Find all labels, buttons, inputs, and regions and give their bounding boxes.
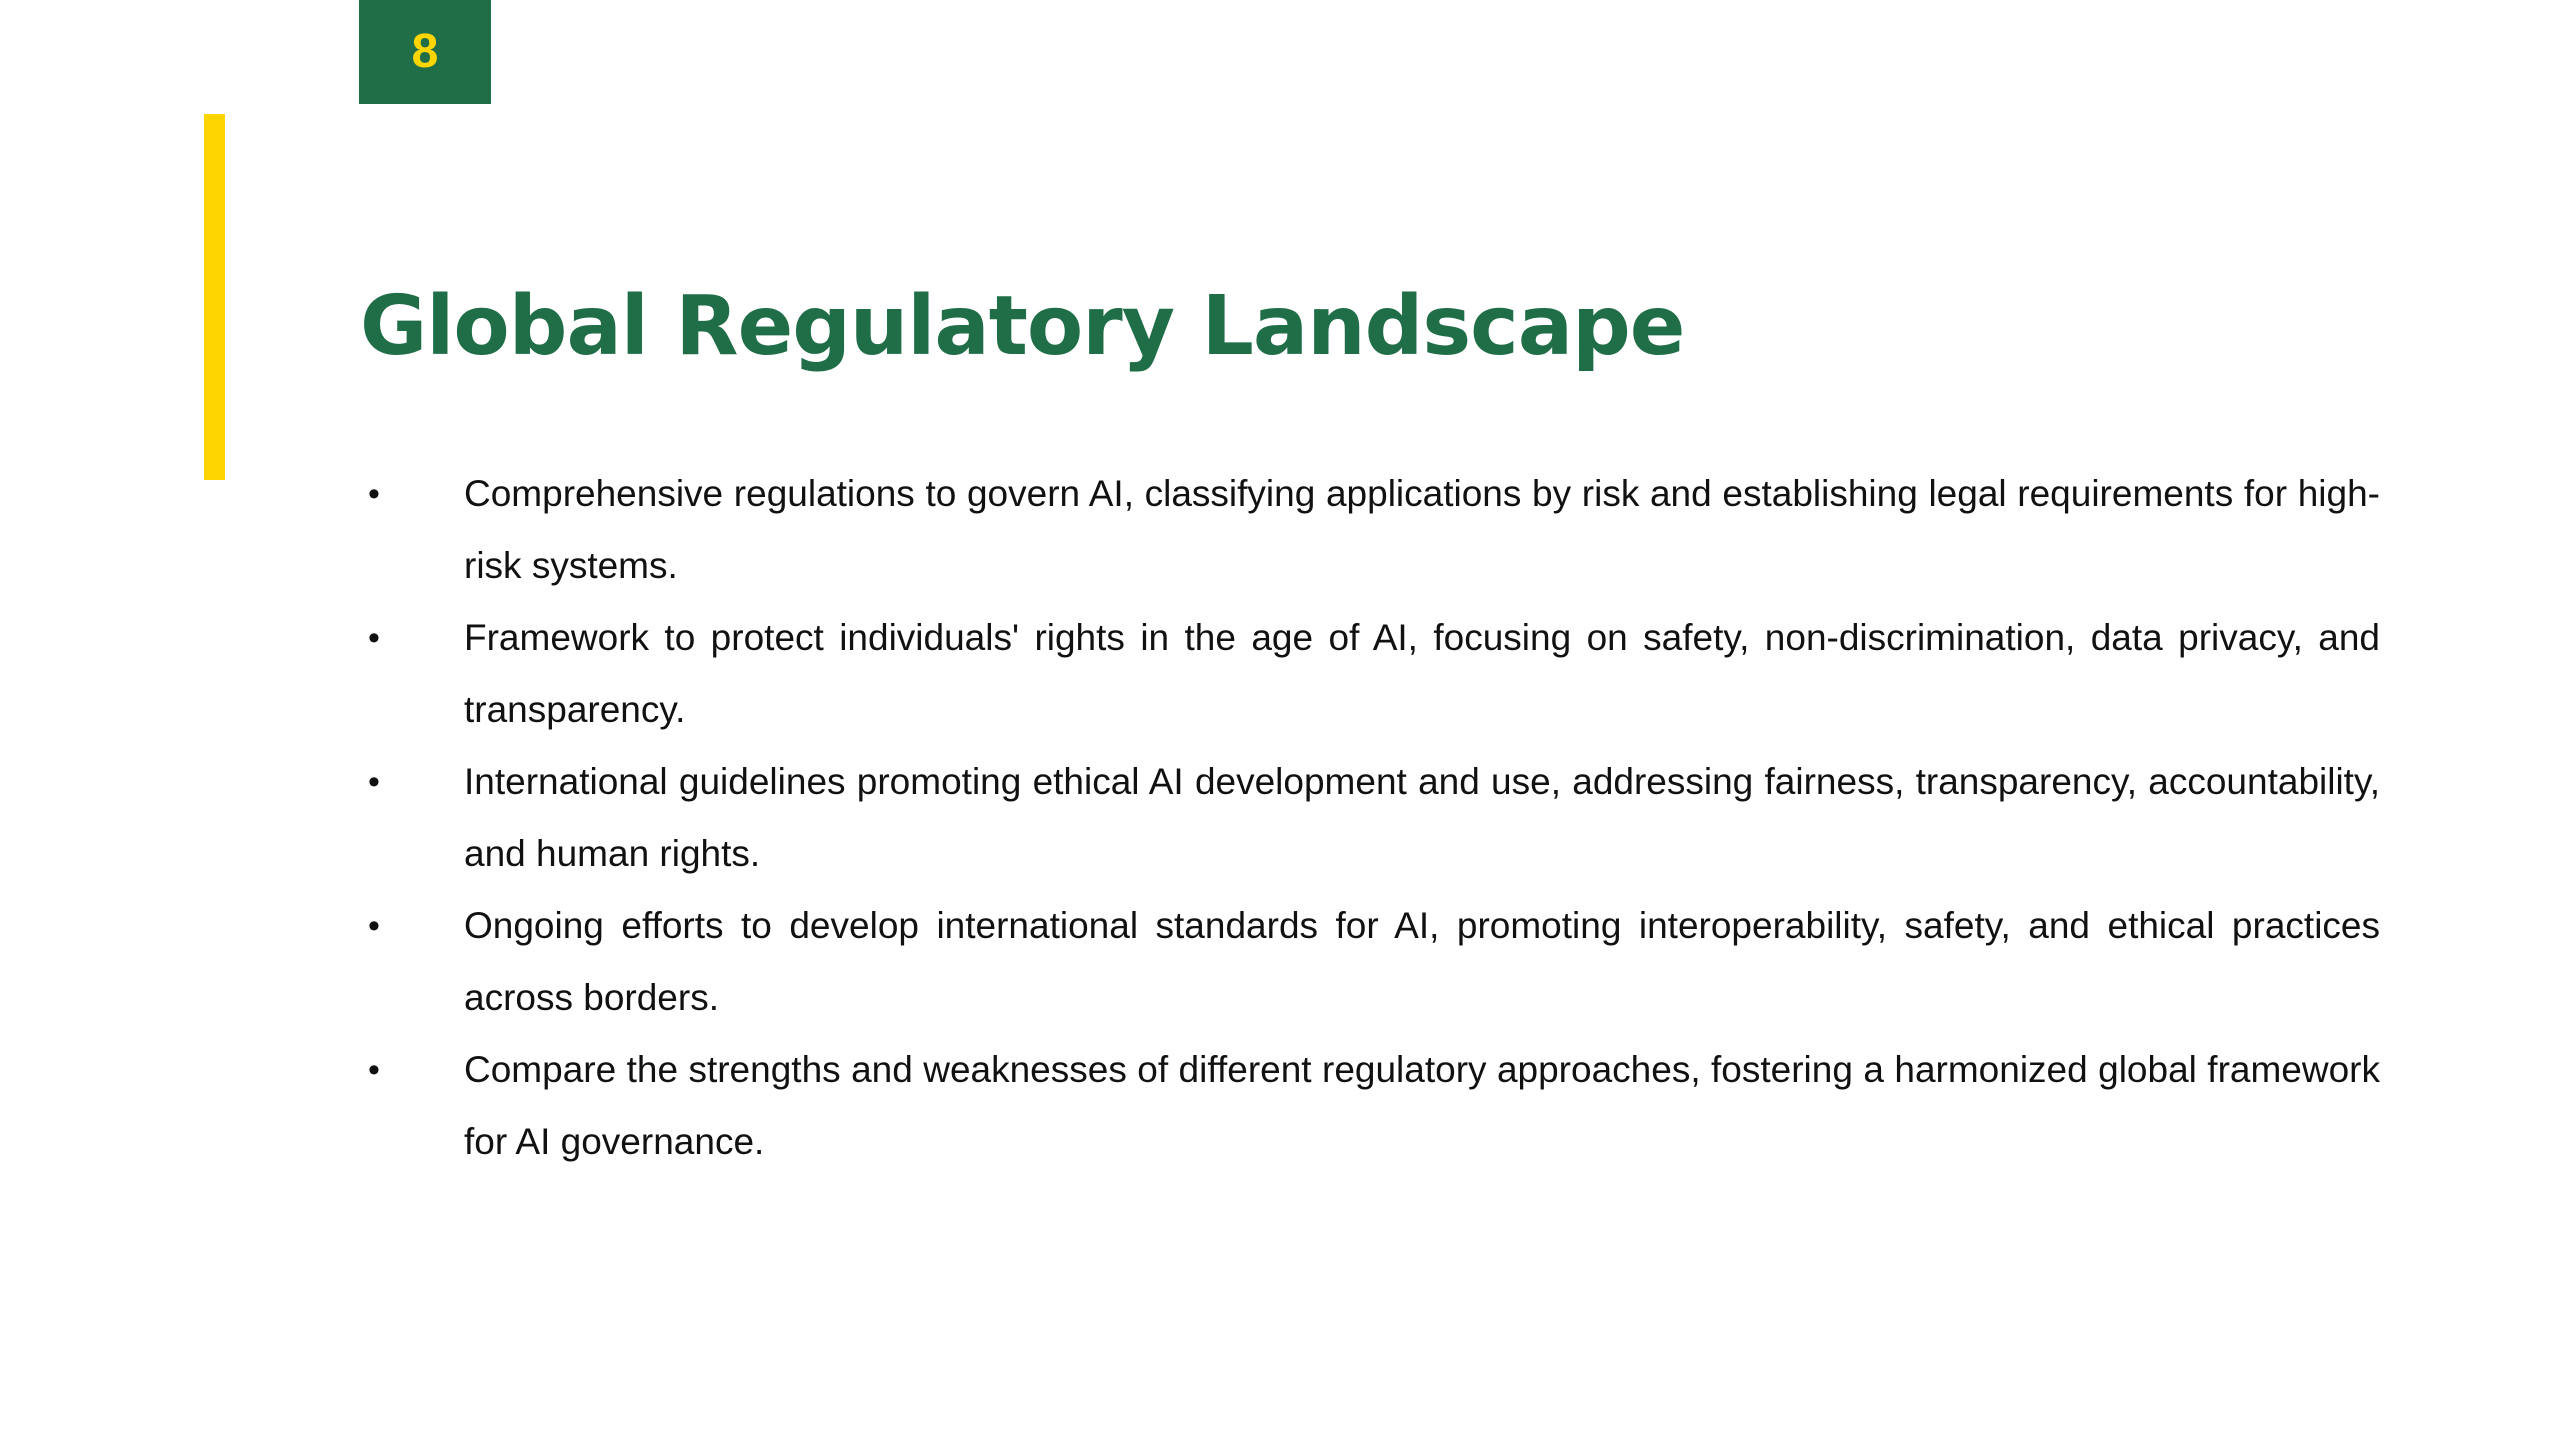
slide-title: Global Regulatory Landscape <box>360 279 1685 374</box>
bullet-item <box>360 602 2380 746</box>
bullet-item <box>360 458 2380 602</box>
bullet-dot-icon: • <box>368 475 380 513</box>
bullet-dot-icon: • <box>368 907 380 945</box>
accent-bar <box>204 114 225 480</box>
bullet-text: Comprehensive regulations to govern AI, classifying applications by risk and establishing legal requirements for high-risk systems. <box>464 473 2380 586</box>
bullet-item <box>360 746 2380 890</box>
bullet-dot-icon: • <box>368 619 380 657</box>
page-number-badge <box>359 0 491 104</box>
bullet-text: Compare the strengths and weaknesses of different regulatory approaches, fostering a harmonized global framework for AI governance. <box>464 1049 2380 1162</box>
bullet-item <box>360 890 2380 1034</box>
page-number: 8 <box>411 25 439 78</box>
bullet-item <box>360 1034 2380 1178</box>
bullet-text: International guidelines promoting ethical AI development and use, addressing fairness, transparency, accountability, and human rights. <box>464 761 2380 874</box>
bullet-list <box>360 458 2380 1178</box>
bullet-text: Framework to protect individuals' rights in the age of AI, focusing on safety, non-discrimination, data privacy, and transparency. <box>464 617 2380 730</box>
bullet-dot-icon: • <box>368 763 380 801</box>
bullet-text: Ongoing efforts to develop international standards for AI, promoting interoperability, safety, and ethical practices across borders. <box>464 905 2380 1018</box>
bullet-dot-icon: • <box>368 1051 380 1089</box>
